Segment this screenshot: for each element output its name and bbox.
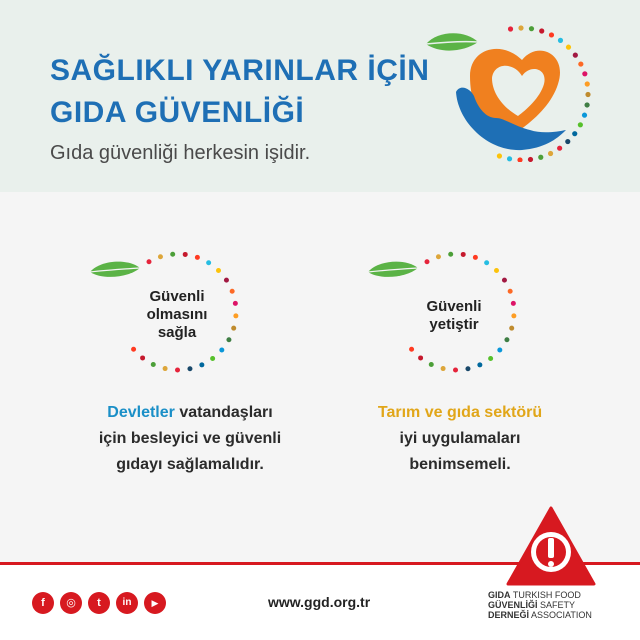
page-title-line1: SAĞLIKLI YARINLAR İÇİN — [50, 54, 430, 87]
page-subtitle: Gıda güvenliği herkesin işidir. — [50, 142, 311, 164]
card2-description — [330, 400, 590, 478]
decor-dot — [548, 151, 553, 156]
decor-dot — [573, 53, 578, 58]
decor-dot — [538, 155, 543, 160]
association-name — [488, 590, 592, 620]
card1-label-line2: olmasını — [146, 306, 208, 323]
card2-label-line2: yetiştir — [429, 316, 479, 333]
assoc-en-line2: SAFETY — [540, 600, 576, 610]
ggd-warning-logo — [506, 506, 596, 586]
assoc-en-line1: TURKISH FOOD — [512, 590, 581, 600]
card1-line3: gıdayı sağlamalıdır. — [116, 456, 264, 473]
facebook-icon[interactable]: f — [32, 592, 54, 614]
decor-dot — [582, 71, 587, 76]
instagram-icon[interactable]: ◎ — [60, 592, 82, 614]
assoc-tr-line1: GIDA — [488, 590, 511, 600]
decor-dot — [558, 38, 563, 43]
decor-dot — [518, 25, 523, 30]
card2-badge-text — [366, 244, 536, 384]
decor-dot — [517, 157, 522, 162]
decor-dot — [582, 113, 587, 118]
linkedin-icon[interactable]: in — [116, 592, 138, 614]
decor-dot — [529, 26, 534, 31]
card1-highlight: Devletler — [107, 404, 175, 421]
decor-dot — [507, 156, 512, 161]
youtube-icon[interactable]: ▶ — [144, 592, 166, 614]
card1-label-line3: sağla — [157, 324, 197, 341]
twitter-icon[interactable]: t — [88, 592, 110, 614]
card2-line3: benimsemeli. — [409, 456, 511, 473]
decor-dot — [585, 81, 590, 86]
decor-dot — [566, 45, 571, 50]
page-title-line2: GIDA GÜVENLİĞİ — [50, 96, 305, 129]
decor-dot — [578, 61, 583, 66]
decor-dot — [497, 153, 502, 158]
decor-dot — [508, 26, 513, 31]
card1-badge-text — [88, 244, 258, 384]
card2-label-line1: Güvenli — [426, 298, 482, 315]
decor-dot — [539, 28, 544, 33]
decor-dot — [584, 102, 589, 107]
website-link[interactable]: www.ggd.org.tr — [268, 594, 371, 610]
assoc-en-line3: ASSOCIATION — [531, 610, 592, 620]
decor-dot — [528, 157, 533, 162]
food-safety-hand-heart-icon — [418, 22, 598, 162]
card2-line2: iyi uygulamaları — [399, 430, 521, 447]
decor-dot — [565, 139, 570, 144]
card1-line2: için besleyici ve güvenli — [98, 430, 282, 447]
assoc-tr-line2: GÜVENLİĞİ — [488, 600, 538, 610]
card1-line1: vatandaşları — [174, 404, 273, 421]
decor-dot — [578, 122, 583, 127]
card1-label-line1: Güvenli — [149, 288, 205, 305]
card2-highlight: Tarım ve gıda sektörü — [377, 404, 543, 421]
card1-description — [60, 400, 320, 478]
decor-dot — [572, 131, 577, 136]
decor-dot — [557, 146, 562, 151]
decor-dot — [549, 32, 554, 37]
decor-dot — [585, 92, 590, 97]
assoc-tr-line3: DERNEĞİ — [488, 610, 530, 620]
